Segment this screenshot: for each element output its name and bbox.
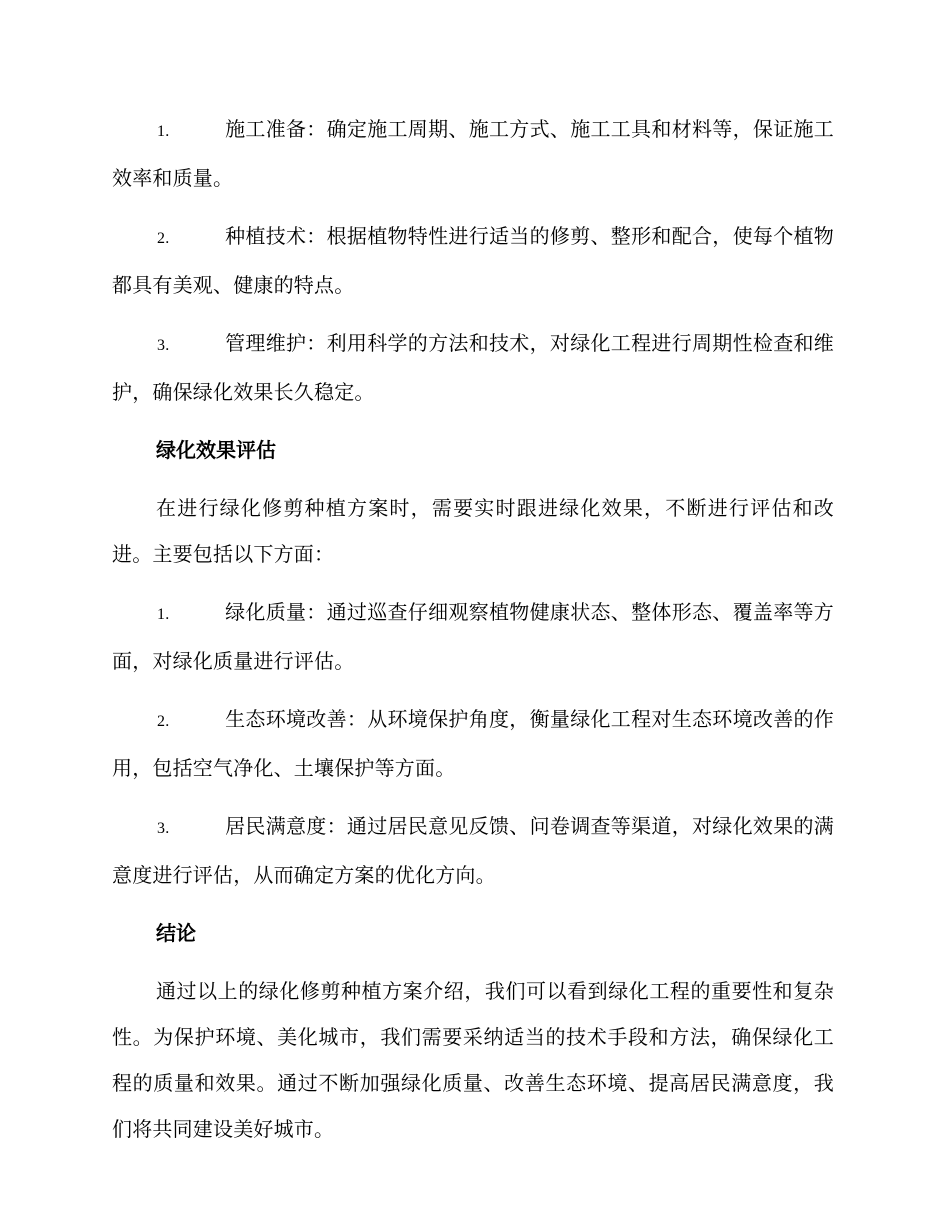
list-item-text: 种植技术：根据植物特性进行适当的修剪、整形和配合，使每个植物都具有美观、健康的特点。 (112, 224, 834, 297)
list-item (112, 803, 834, 898)
list-item (112, 696, 834, 791)
list-number: 3. (157, 820, 170, 837)
list-number: 1. (157, 606, 170, 623)
list-item-text: 施工准备：确定施工周期、施工方式、施工工具和材料等，保证施工效率和质量。 (112, 117, 834, 190)
section-heading-evaluation: 绿化效果评估 (156, 438, 276, 462)
list-number: 1. (157, 123, 170, 140)
list-item (112, 320, 834, 415)
document-page (112, 106, 834, 1164)
list-number: 2. (157, 713, 170, 730)
list-item (112, 589, 834, 684)
list-number: 2. (157, 230, 170, 247)
list-item-text: 绿化质量：通过巡查仔细观察植物健康状态、整体形态、覆盖率等方面，对绿化质量进行评估。 (112, 600, 834, 673)
list-item (112, 213, 834, 308)
list-item-text: 管理维护：利用科学的方法和技术，对绿化工程进行周期性检查和维护，确保绿化效果长久稳定。 (112, 331, 834, 404)
conclusion-paragraph: 通过以上的绿化修剪种植方案介绍，我们可以看到绿化工程的重要性和复杂性。为保护环境、美化城市，我们需要采纳适当的技术手段和方法，确保绿化工程的质量和效果。通过不断加强绿化质量、改善生态环境、提高居民满意度，我们将共同建设美好城市。 (112, 979, 834, 1141)
section-intro-paragraph: 在进行绿化修剪种植方案时，需要实时跟进绿化效果，不断进行评估和改进。主要包括以下方面： (112, 496, 834, 566)
section-heading-conclusion: 结论 (156, 921, 196, 945)
list-item-text: 居民满意度：通过居民意见反馈、问卷调查等渠道，对绿化效果的满意度进行评估，从而确定方案的优化方向。 (112, 814, 834, 887)
list-item (112, 106, 834, 201)
list-number: 3. (157, 337, 170, 354)
list-item-text: 生态环境改善：从环境保护角度，衡量绿化工程对生态环境改善的作用，包括空气净化、土壤保护等方面。 (112, 707, 834, 780)
